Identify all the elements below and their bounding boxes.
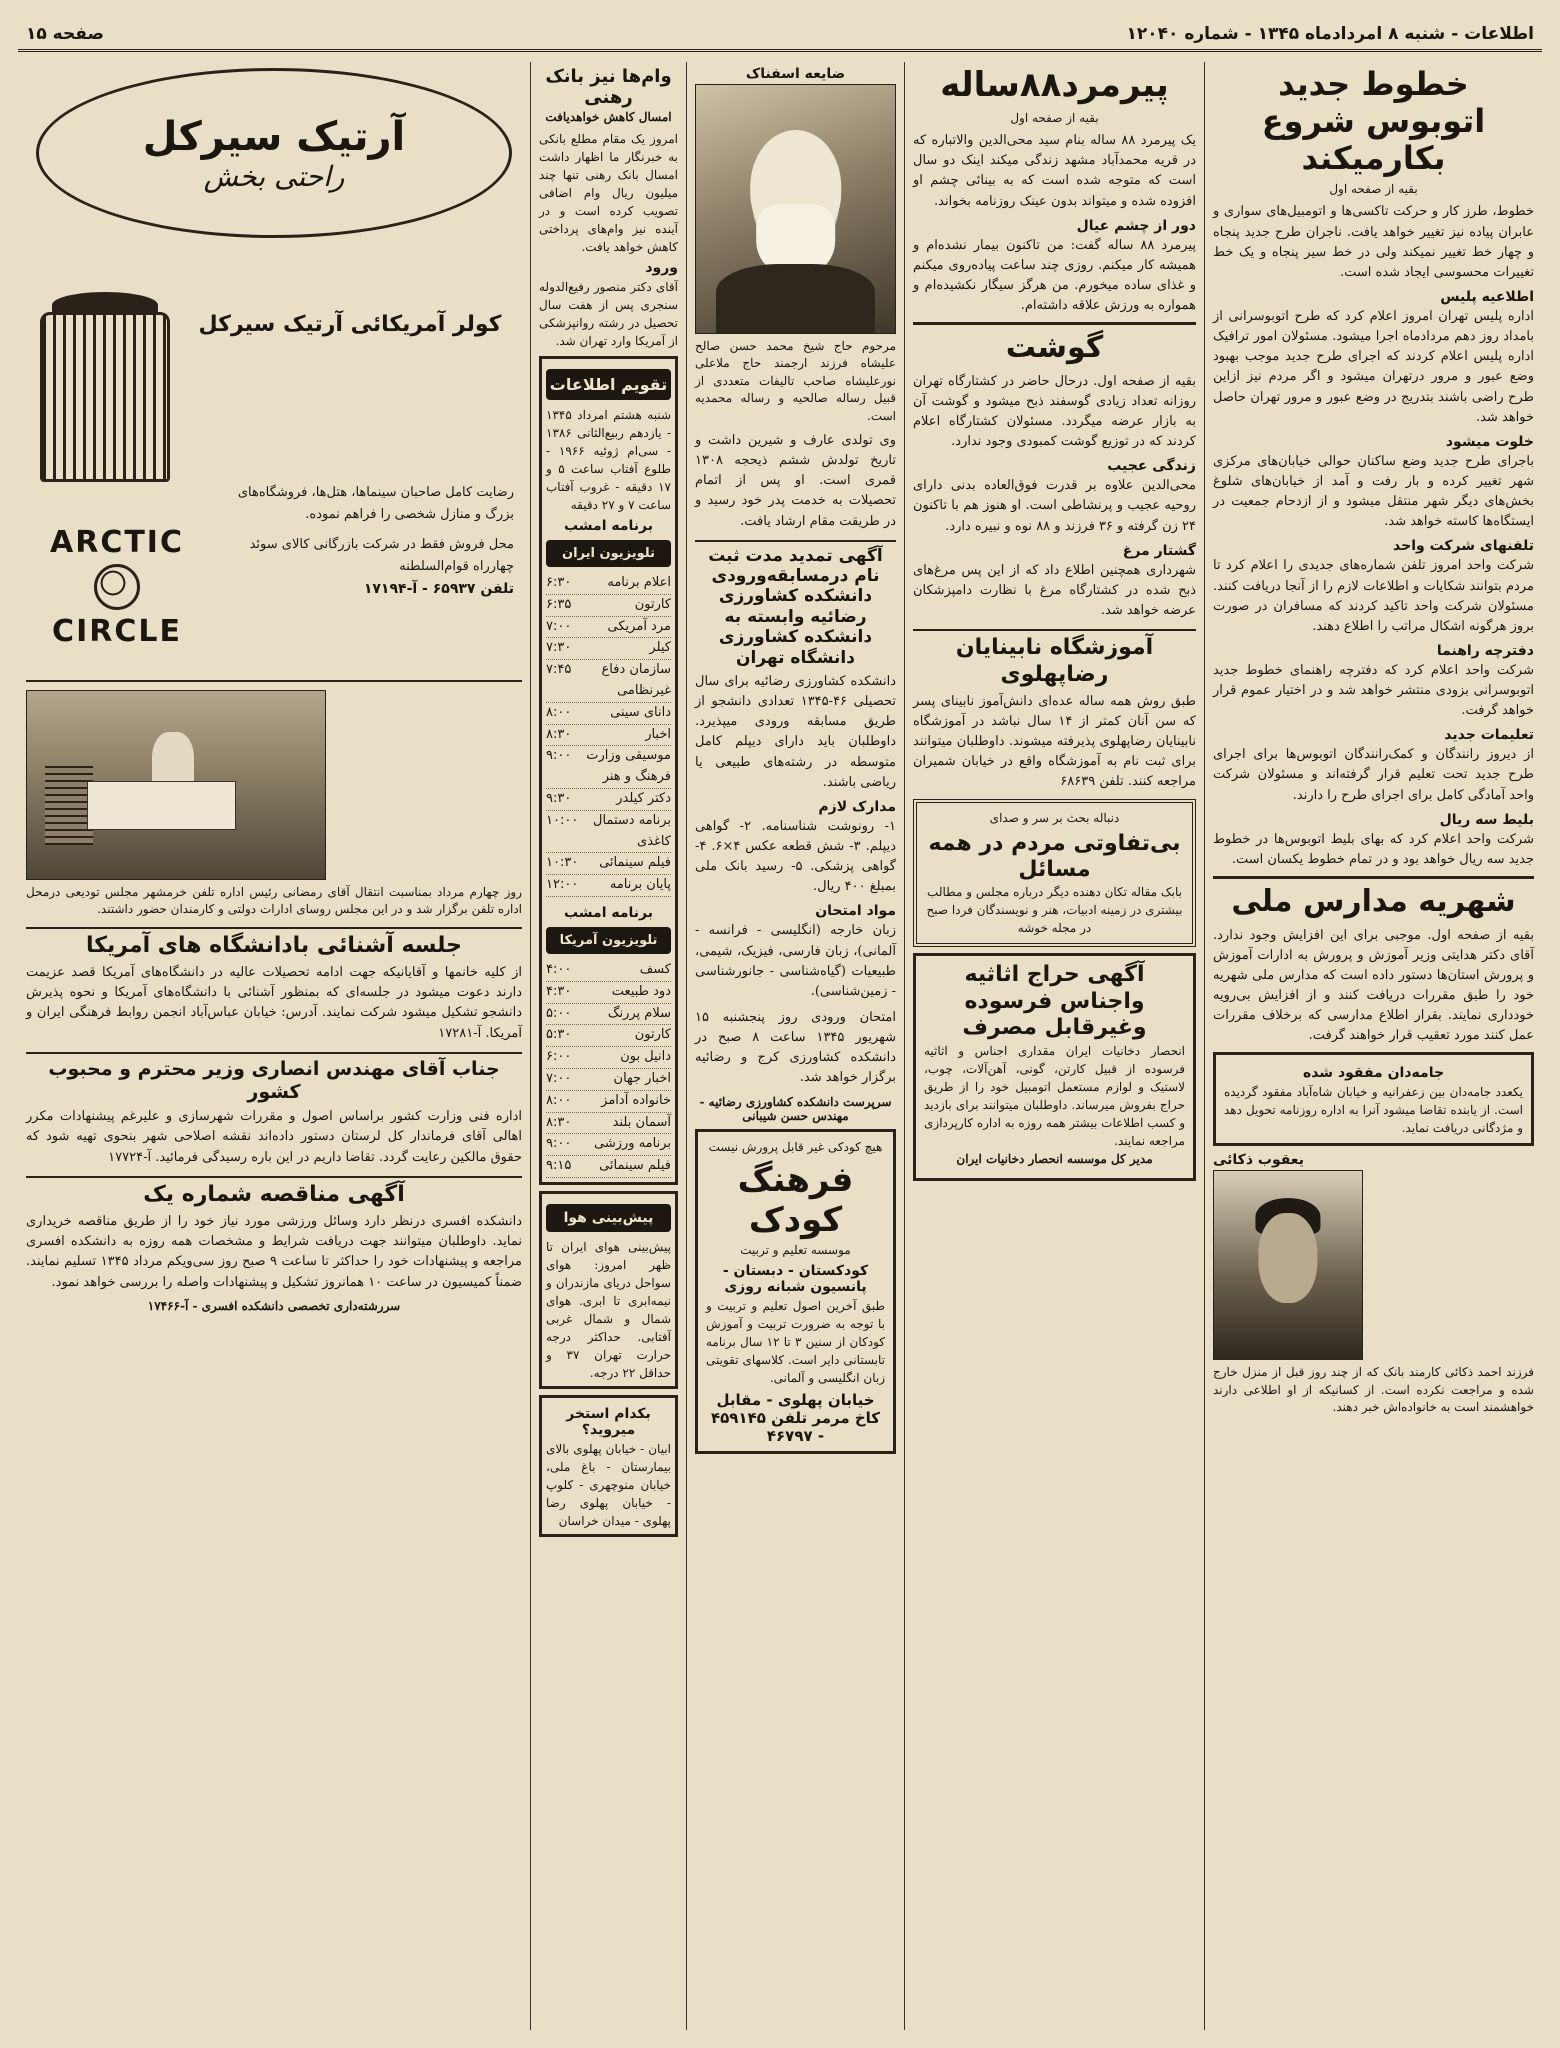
schedule-title: موسیقی وزارت فرهنگ و هنر [586, 748, 671, 785]
schedule-time: ۴:۳۰ [546, 983, 572, 999]
logo-word-1: ARCTIC [50, 525, 184, 560]
ad-subtitle: موسسه تعلیم و تربیت [740, 1243, 851, 1258]
subheading: دور از چشم عیال [1076, 217, 1196, 234]
subheading: اطلاعیه پلیس [1440, 288, 1534, 305]
subheading: تلفنهای شرکت واحد [1393, 538, 1534, 555]
schedule-row [546, 1069, 671, 1091]
ad-services: کودکستان - دبستان - پانسیون شبانه روزی [722, 1263, 869, 1296]
article-text: پیرمرد ۸۸ ساله گفت: من تاکنون بیمار نشده‌ام و همیشه کار میکنم. روزی چند ساعت پیاده‌روی میکنم و غذای ساده میخورم. من هرگز سیگار نکشیده‌ام و همواره به ورزش علاقه داشته‌ام. [913, 237, 1196, 314]
loans-subheading: امسال کاهش خواهدیافت [545, 110, 672, 124]
schedule-title: سازمان دفاع غیرنظامی [601, 662, 671, 698]
obituary-caption: مرحوم حاج شیخ محمد حسن صالح علیشاه فرزند ارجمند حاج ملاعلی نورعلیشاه صاحب تالیفات متعددی از قبیل رساله صالحیه و رساله محمدیه است. [695, 339, 896, 423]
photo-table [87, 781, 236, 830]
pool-ad-text: ابیان - خیابان پهلوی بالای بیمارستان - باغ ملی، خیابان منوچهری - کلوپ - خیابان پهلوی رضا پهلوی - میدان خراسان [546, 1441, 671, 1528]
tv-schedule-america [546, 960, 671, 1178]
article-text: از کلیه خانمها و آقایانیکه جهت ادامه تحصیلات عالیه در دانشگاه‌های آمریکا قصد عزیمت دارند دعوت میشود در جلسه‌ای که بمنظور آشنائی با دانشگاه‌های آمریکا و نحوه پذیرش دانشجو تشکیل میشود شرکت نمایند. آدرس: خیابان عباس‌آباد انجمن روابط فرهنگی ایران و آمریکا. آ-۱۷۲۸۱ [26, 965, 522, 1041]
calendar-title: تقویم اطلاعات [546, 369, 671, 400]
headline-school-fees: شهریه مدارس ملی [1213, 876, 1534, 920]
admission-signature: سرپرست دانشکده کشاورزی رضائیه - مهندس حسن شیبانی [699, 1094, 892, 1123]
weather-title: پیش‌بینی هوا [546, 1204, 671, 1232]
calendar-box [539, 356, 678, 1185]
article-text: بقیه از صفحه اول. درحال حاضر در کشتارگاه تهران روزانه تعداد زیادی گوسفند ذبح میشود و گوشت آن به بازار عرضه میگردد. مسئولان کشتارگاه اعلام کردند که در توزیع گوشت کمبودی وجود ندارد. [913, 373, 1196, 450]
schedule-time: ۹:۱۵ [546, 1158, 572, 1174]
article-text: باجرای طرح جدید وضع ساکنان حوالی خیابان‌های مرکزی شهر تغییر کرده و بار رفت و آمد از خیابان‌های شلوغ بخش‌های دیگر شهر منتقل میشود و از ازدحام جمعیت در ایستگاه‌ها کاسته خواهد شد. [1213, 453, 1534, 530]
article-text: شرکت واحد اعلام کرد که بهای بلیط اتوبوس‌ها در خطوط جدید سه ریال خواهد بود و در تمام خطوط یکسان است. [1213, 831, 1534, 867]
article-text: اداره پلیس تهران امروز اعلام کرد که طرح اتوبوسرانی از بامداد روز دهم مردادماه اجرا میشود. مسئولان امور ترافیک اداره پلیس اعلام کردند که اجرای طرح جدید موجب بهبود وضع عبور و مرور درتهران میشود و اگر مردم نیز ازاین طرح راضی باشند بتدریج در وضع عبور و مرور تهران حاصل خواهد شد. [1213, 308, 1534, 425]
schedule-row [546, 875, 671, 897]
column-ads [18, 62, 530, 2030]
pool-ad [539, 1395, 678, 1537]
schedule-time: ۸:۳۰ [546, 1114, 572, 1130]
schedule-row [546, 660, 671, 703]
weather-box [539, 1191, 678, 1389]
photo-body [716, 264, 875, 333]
masthead [18, 18, 1542, 52]
program-heading: برنامه امشب [563, 518, 654, 534]
headline-loans: وام‌ها نیز بانک رهنی [545, 66, 672, 108]
ad-brand: آرتیک سیرکل [142, 113, 406, 160]
ad-title: فرهنگ کودک [737, 1159, 854, 1241]
headline-tender: آگهی مناقصه شماره یک [26, 1176, 522, 1208]
schedule-title: کسف [639, 961, 671, 977]
continued-note: بقیه از صفحه اول [1010, 111, 1099, 126]
ad-slogan: راحتی بخش [203, 159, 345, 193]
schedule-row [546, 595, 671, 617]
schedule-title: دانای سینی [610, 704, 671, 720]
schedule-row [546, 725, 671, 747]
article-text: امتحان ورودی روز پنجشنبه ۱۵ شهریور ۱۳۴۵ ساعت ۸ صبح در دانشکده کشاورزی کرج و رضائیه برگزار خواهد شد. [695, 1009, 896, 1086]
photo-face [1258, 1213, 1317, 1303]
subheading: گشتار مرغ [1122, 542, 1196, 559]
schedule-title: برنامه ورزشی [594, 1136, 671, 1152]
promo-kicker: دنباله بحث بر سر و صدای [989, 810, 1120, 825]
article-text: خطوط، طرز کار و حرکت تاکسی‌ها و اتومبیل‌های سواری و عابران پیاده نیز تغییر خواهد یافت. ناجران طرح جدید پنجاه و چهار خط تغییر نمیکند ولی در خط سیر پنجاه و یک خط تغییرات محسوسی ایجاد شده است. [1213, 204, 1534, 280]
article-text: طبق روش همه ساله عده‌ای دانش‌آموز نابینای پسر که سن آنان کمتر از ۱۴ سال نباشد در آموزشگاه نابینایان رضاپهلوی پذیرفته میشوند. داوطلبان میتوانند برای ثبت نام به آموزشگاه واقع در خیابان شمیران مراجعه کنند. تلفن ۶۸۶۳۹ [913, 693, 1196, 790]
schedule-title: پایان برنامه [609, 877, 671, 893]
article-text: دانشکده کشاورزی رضائیه برای سال تحصیلی ۴۶-۱۳۴۵ تعدادی دانشجو از طریق مسابقه ورودی میپذیرد. داوطلبان باید دارای دیپلم کامل متوسطه در رشته‌های طبیعی یا ریاضی باشند. [695, 674, 896, 790]
schedule-row [546, 811, 671, 854]
schedule-row [546, 1113, 671, 1135]
column-bus-lines [1204, 62, 1542, 2030]
article-text: زبان خارجه (انگلیسی - فرانسه - آلمانی)، زبان فارسی، فیزیک، شیمی، طبیعیات (گیاه‌شناسی - جانورشناسی - زمین‌شناسی). [695, 923, 896, 999]
notice-title: جامه‌دان مفقود شده [1302, 1065, 1445, 1082]
schedule-row [546, 1047, 671, 1069]
schedule-time: ۱۰:۳۰ [546, 855, 579, 871]
column-old-man [904, 62, 1204, 2030]
schedule-title: کارتون [634, 1027, 671, 1043]
auction-text: انحصار دخانیات ایران مقداری اجناس و اثاثیه فرسوده از قبیل کارتن، گونی، آهن‌آلات، چوب، لاستیک و لوازم مستعمل اتومبیل خود را از طریق حراج بفروش میرساند. داوطلبان میتوانند برای بازدید و کسب اطلاعات بیشتر همه روزه به اداره کارپردازی مراجعه نمایند. [924, 1043, 1185, 1148]
schedule-title: کیلر [649, 640, 671, 656]
program-heading: برنامه امشب [563, 904, 654, 921]
article-text: شرکت واحد اعلام کرد که دفترچه راهنمای خطوط جدید اتوبوسرانی بزودی منتشر خواهد شد و در اختیار عموم قرار خواهد گرفت. [1213, 662, 1534, 719]
schedule-row [546, 638, 671, 660]
loans-text: امروز یک مقام مطلع بانکی به خبرنگار ما اظهار داشت امسال بانک رهنی تنها چند میلیون ریال وام اضافی تصویب کرده است و در آینده نیز وام‌های پرداختی کاهش خواهد یافت. [539, 132, 678, 254]
farewell-photo [26, 690, 326, 880]
article-text: دانشکده افسری درنظر دارد وسائل ورزشی مورد نیاز خود را از طریق مناقصه خریداری نماید. داوطلبان میتوانند جهت دریافت شرایط و مشخصات همه روزه به دانشکده افسری مراجعه و پیشنهادات خود را حداکثر تا ساعت ۹ صبح روز سی‌ویکم مرداد ۱۳۴۵ تسلیم نمایند. ضمناً کمیسیون در ساعت ۱۰ همانروز تشکیل و پیشنهادات واصله را بررسی خواهد نمود. [26, 1214, 522, 1290]
schedule-time: ۴:۰۰ [546, 961, 572, 977]
schedule-time: ۵:۰۰ [546, 1005, 572, 1021]
subheading: مواد امتحان [815, 903, 896, 920]
auction-signature: مدیر کل موسسه انحصار دخانیات ایران [956, 1151, 1153, 1166]
magazine-promo-box [913, 799, 1196, 948]
schedule-title: برنامه دستمال کاغذی [593, 812, 671, 849]
auction-title: آگهی حراج اثاثیه واجناس فرسوده وغیرقابل مصرف [962, 962, 1147, 1041]
logo-word-2: CIRCLE [52, 614, 182, 649]
ad-text: رضایت کامل صاحبان سینماها، هتل‌ها، فروشگاه‌های بزرگ و منازل شخصی را فراهم نموده. [237, 485, 514, 523]
schedule-title: سلام پررنگ [607, 1005, 671, 1021]
continued-note: بقیه از صفحه اول [1329, 182, 1418, 197]
article-text: شهرداری همچنین اطلاع داد که از این پس مرغ‌های ذبح شده در کشتارگاه مرغ با نظارت دامپزشکان عرضه خواهد شد. [913, 562, 1196, 618]
schedule-row [546, 982, 671, 1004]
headline-old-man: پیرمرد۸۸ساله [940, 65, 1169, 105]
schedule-time: ۶:۳۵ [546, 596, 572, 612]
tv-iran-logo: تلویزیون ایران [546, 540, 671, 567]
subheading: بلیط سه ریال [1439, 811, 1534, 828]
schedule-row [546, 960, 671, 982]
headline-admission: آگهی تمدید مدت ثبت نام درمسابقه‌ورودی دانشکده کشاورزی رضائیه وابسته به دانشکده کشاورزی دانشگاه تهران [695, 540, 896, 668]
column-obituary [686, 62, 904, 2030]
schedule-title: آسمان بلند [612, 1114, 671, 1130]
schedule-title: دود طبیعت [611, 983, 671, 999]
schedule-time: ۱۰:۰۰ [546, 812, 579, 828]
arrival-text: آقای دکتر منصور رفیع‌الدوله سنجری پس از هفت سال تحصیل در رشته روانپزشکی از آمریکا وارد تهران شد. [539, 280, 678, 348]
photo-caption-name: یعقوب ذکائی [1213, 1152, 1304, 1169]
pool-ad-title: بکدام استخر میروید؟ [566, 1405, 651, 1438]
article-text: شرکت واحد امروز تلفن شماره‌های جدیدی را اعلام کرد تا مردم بتوانند شکایات و اطلاعات لازم را از آنجا دریافت کنند. مسئولان شرکت واحد تاکید کردند که مسافران در صورت بروز هرگونه اشکال مراتب را اطلاع دهند. [1213, 558, 1534, 634]
schedule-time: ۱۲:۰۰ [546, 877, 579, 893]
missing-person-photo [1213, 1170, 1363, 1360]
kindergarten-ad [695, 1129, 896, 1455]
tv-america-logo: تلویزیون آمریکا [546, 927, 671, 954]
schedule-row [546, 617, 671, 639]
schedule-time: ۷:۳۰ [546, 640, 572, 656]
headline-blind-school: آموزشگاه نابینایان رضاپهلوی [913, 629, 1196, 688]
schedule-title: مرد آمریکی [607, 618, 671, 634]
air-cooler-icon [40, 312, 170, 482]
schedule-row [546, 853, 671, 875]
subheading: تعلیمات جدید [1444, 727, 1534, 744]
farewell-caption: روز چهارم مرداد بمناسبت انتقال آقای رمضانی رئیس اداره تلفن خرمشهر مجلس تودیعی درمحل اداره تلفن برگزار شد و در این مجلس روسای ادارات دولتی و کارمندان حضور داشتند. [26, 885, 522, 917]
masthead-issue: اطلاعات - شنبه ۸ امردادماه ۱۳۴۵ - شماره ۱۲۰۴۰ [1126, 23, 1534, 44]
schedule-title: اخبار جهان [613, 1070, 671, 1086]
schedule-title: خانواده آدامز [601, 1092, 671, 1108]
subheading: خلوت میشود [1445, 433, 1534, 450]
schedule-time: ۸:۰۰ [546, 704, 572, 720]
schedule-title: فیلم سینمائی [599, 1158, 671, 1174]
article-text: ۱- رونوشت شناسنامه. ۲- گواهی دیپلم. ۳- شش قطعه عکس ۴×۶. ۴- گواهی پزشکی. ۵- رسید بانک ملی بمبلغ ۴۰۰ ریال. [695, 818, 896, 895]
schedule-row [546, 789, 671, 811]
schedule-row [546, 1004, 671, 1026]
article-text: محی‌الدین علاوه بر قدرت فوق‌العاده بدنی دارای روحیه عجیب و پرنشاطی است. او هنوز هم با تاکنون ۲۴ زن گرفته و ۳۶ فرزند و ۸۸ نوه و نبیره دارد. [913, 478, 1196, 534]
schedule-time: ۷:۰۰ [546, 618, 572, 634]
ad-body [211, 482, 514, 602]
schedule-time: ۷:۴۵ [546, 662, 572, 678]
headline-meat: گوشت [913, 322, 1196, 366]
lost-suitcase-notice [1213, 1052, 1534, 1146]
ad-shop: محل فروش فقط در شرکت بازرگانی کالای سوئد چهارراه قوام‌السلطنه [249, 537, 514, 575]
schedule-time: ۸:۳۰ [546, 726, 572, 742]
schedule-title: اعلام برنامه [607, 575, 671, 590]
obituary-text: وی تولدی عارف و شیرین داشت و تاریخ تولدش ششم ذیحجه ۱۳۰۸ قمری است. او پس از اتمام تحصیلات به خدمت پدر خود رسید و در طریقت مقام ارشاد یافت. [695, 432, 896, 529]
schedule-row [546, 573, 671, 595]
ad-phone: تلفن ۶۵۹۳۷ - آ-۱۷۱۹۴ [363, 581, 514, 598]
headline-bus-lines: خطوط جدید اتوبوس شروع بکارمیکند [1261, 65, 1486, 177]
article-text: بقیه از صفحه اول. موجبی برای این افزایش وجود ندارد. آقای دکتر هدایتی وزیر آموزش و پرورش به ادارات آموزش و پرورش استان‌ها دستور داده است که مدارس ملی شهریه خود را طبق مقررات دریافت کنند و از افزایش بی‌رویه خودداری نمایند. بقرار اطلاع مدارسی که برخلاف مقررات عمل کنند مورد تعقیب قرار خواهند گرفت. [1213, 927, 1534, 1044]
subheading: مدارک لازم [818, 798, 896, 815]
schedule-title: دکتر کیلدر [616, 790, 671, 806]
arrival-heading: ورود [645, 260, 678, 276]
schedule-title: دانیل بون [620, 1049, 671, 1065]
subheading: دفترچه راهنما [1436, 642, 1534, 659]
schedule-time: ۶:۳۰ [546, 575, 572, 590]
promo-headline: بی‌تفاوتی مردم در همه مسائل [928, 830, 1181, 882]
schedule-time: ۹:۰۰ [546, 748, 572, 764]
tv-schedule-iran [546, 573, 671, 897]
arctic-circle-ad [26, 62, 522, 682]
tender-signature: سررشته‌داری تخصصی دانشکده افسری - آ-۱۷۴۶۶ [147, 1298, 401, 1313]
globe-icon [94, 564, 140, 610]
schedule-time: ۸:۰۰ [546, 1092, 572, 1108]
article-text: اداره فنی وزارت کشور براساس اصول و مقررات شهرسازی و علیرغم پیشنهادات مکرر اهالی آقای فرماندار کل لرستان دستور داده‌اند نقشه اصلاحی شهر بنحوی تهیه شود که حقوق مالکین رعایت گردد. تقاضا داریم در این باره رسیدگی فرمائید. آ-۱۷۷۲۴ [26, 1109, 522, 1165]
ad-speech-bubble [36, 68, 512, 238]
ad-address: خیابان پهلوی - مقابل کاخ مرمر تلفن ۴۵۹۱۴۵ - ۴۶۷۹۷ [710, 1391, 881, 1446]
arctic-circle-logo [32, 512, 202, 662]
ad-headline: کولر آمریکائی آرتیک سیرکل [198, 312, 502, 337]
obituary-photo [695, 84, 896, 334]
schedule-title: فیلم سینمائی [599, 855, 671, 871]
newspaper-page [18, 18, 1542, 2030]
schedule-row [546, 703, 671, 725]
schedule-time: ۹:۳۰ [546, 790, 572, 806]
schedule-row [546, 1091, 671, 1113]
auction-ad [913, 953, 1196, 1180]
schedule-row [546, 1025, 671, 1047]
promo-text: بابک مقاله تکان دهنده دیگر درباره مجلس و مطالب بیشتری در زمینه ادبیات، هنر و نویسندگان فردا صبح در مجله خوشه [926, 885, 1183, 936]
article-text: از دیروز رانندگان و کمک‌رانندگان اتوبوس‌ها برای اجرای طرح جدید تحت تعلیم قرار گرفته‌اند و مسئولان شرکت واحد آمادگی کامل برای اجرای طرح را دارند. [1213, 747, 1534, 803]
column-calendar [530, 62, 686, 2030]
weather-text: پیش‌بینی هوای ایران تا ظهر امروز: هوای سواحل دریای مازندران و نیمه‌ابری تا ابری. هوای شمال و شمال غربی آفتابی. حداکثر درجه حرارت تهران ۳۷ و حداقل ۲۲ درجه. [546, 1239, 671, 1380]
ad-kicker: هیچ کودکی غیر قابل پرورش نیست [708, 1139, 883, 1154]
obituary-title: ضایعه اسفناک [745, 66, 846, 82]
page-number: صفحه ۱۵ [26, 23, 104, 44]
schedule-title: اخبار [645, 726, 671, 742]
schedule-row [546, 746, 671, 789]
headline-open-letter: جناب آقای مهندس انصاری وزیر محترم و محبوب کشور [26, 1052, 522, 1104]
subheading: زندگی عجیب [1107, 458, 1196, 475]
photo-air-unit [45, 766, 93, 845]
schedule-time: ۶:۰۰ [546, 1049, 572, 1065]
ad-text: طبق آخرین اصول تعلیم و تربیت و با توجه به ضرورت تربیت و آموزش کودکان از سنین ۳ تا ۱۲ سال برنامه تابستانی دایر است. کلاسهای تقویتی زبان انگلیسی و آلمانی. [706, 1299, 885, 1386]
article-text: یک پیرمرد ۸۸ ساله بنام سید محی‌الدین والاتباره که در قریه محمدآباد مشهد زندگی میکند اینک دو سال است که متوجه شده است که به بینائی چشم او افزوده شده و میتواند بدون عینک روزنامه بخواند. [913, 133, 1196, 209]
notice-text: یکعدد جامه‌دان بین زعفرانیه و خیابان شاه‌آباد مفقود گردیده است. از یابنده تقاضا میشود آنرا به اداره روزنامه تحویل دهد و مژدگانی دریافت نماید. [1224, 1085, 1523, 1136]
schedule-title: کارتون [634, 596, 671, 612]
schedule-time: ۹:۰۰ [546, 1136, 572, 1152]
schedule-row [546, 1134, 671, 1156]
photo-caption-text: فرزند احمد ذکائی کارمند بانک که از چند روز قبل از منزل خارج شده و مراجعت نکرده است. از کسانیکه از او اطلاعی دارند خواهشمند است به خانواده‌اش خبر دهند. [1213, 1365, 1534, 1415]
calendar-date: شنبه هشتم امرداد ۱۳۴۵ - یازدهم ربیع‌الثانی ۱۳۸۶ - سی‌ام ژوئیه ۱۹۶۶ - طلوع آفتاب ساعت ۵ و ۱۷ دقیقه - غروب آفتاب ساعت ۷ و ۲۷ دقیقه [546, 408, 671, 512]
schedule-time: ۷:۰۰ [546, 1070, 572, 1086]
schedule-time: ۵:۳۰ [546, 1027, 572, 1043]
schedule-row [546, 1156, 671, 1178]
headline-us-universities: جلسه آشنائی بادانشگاه های آمریکا [26, 927, 522, 959]
